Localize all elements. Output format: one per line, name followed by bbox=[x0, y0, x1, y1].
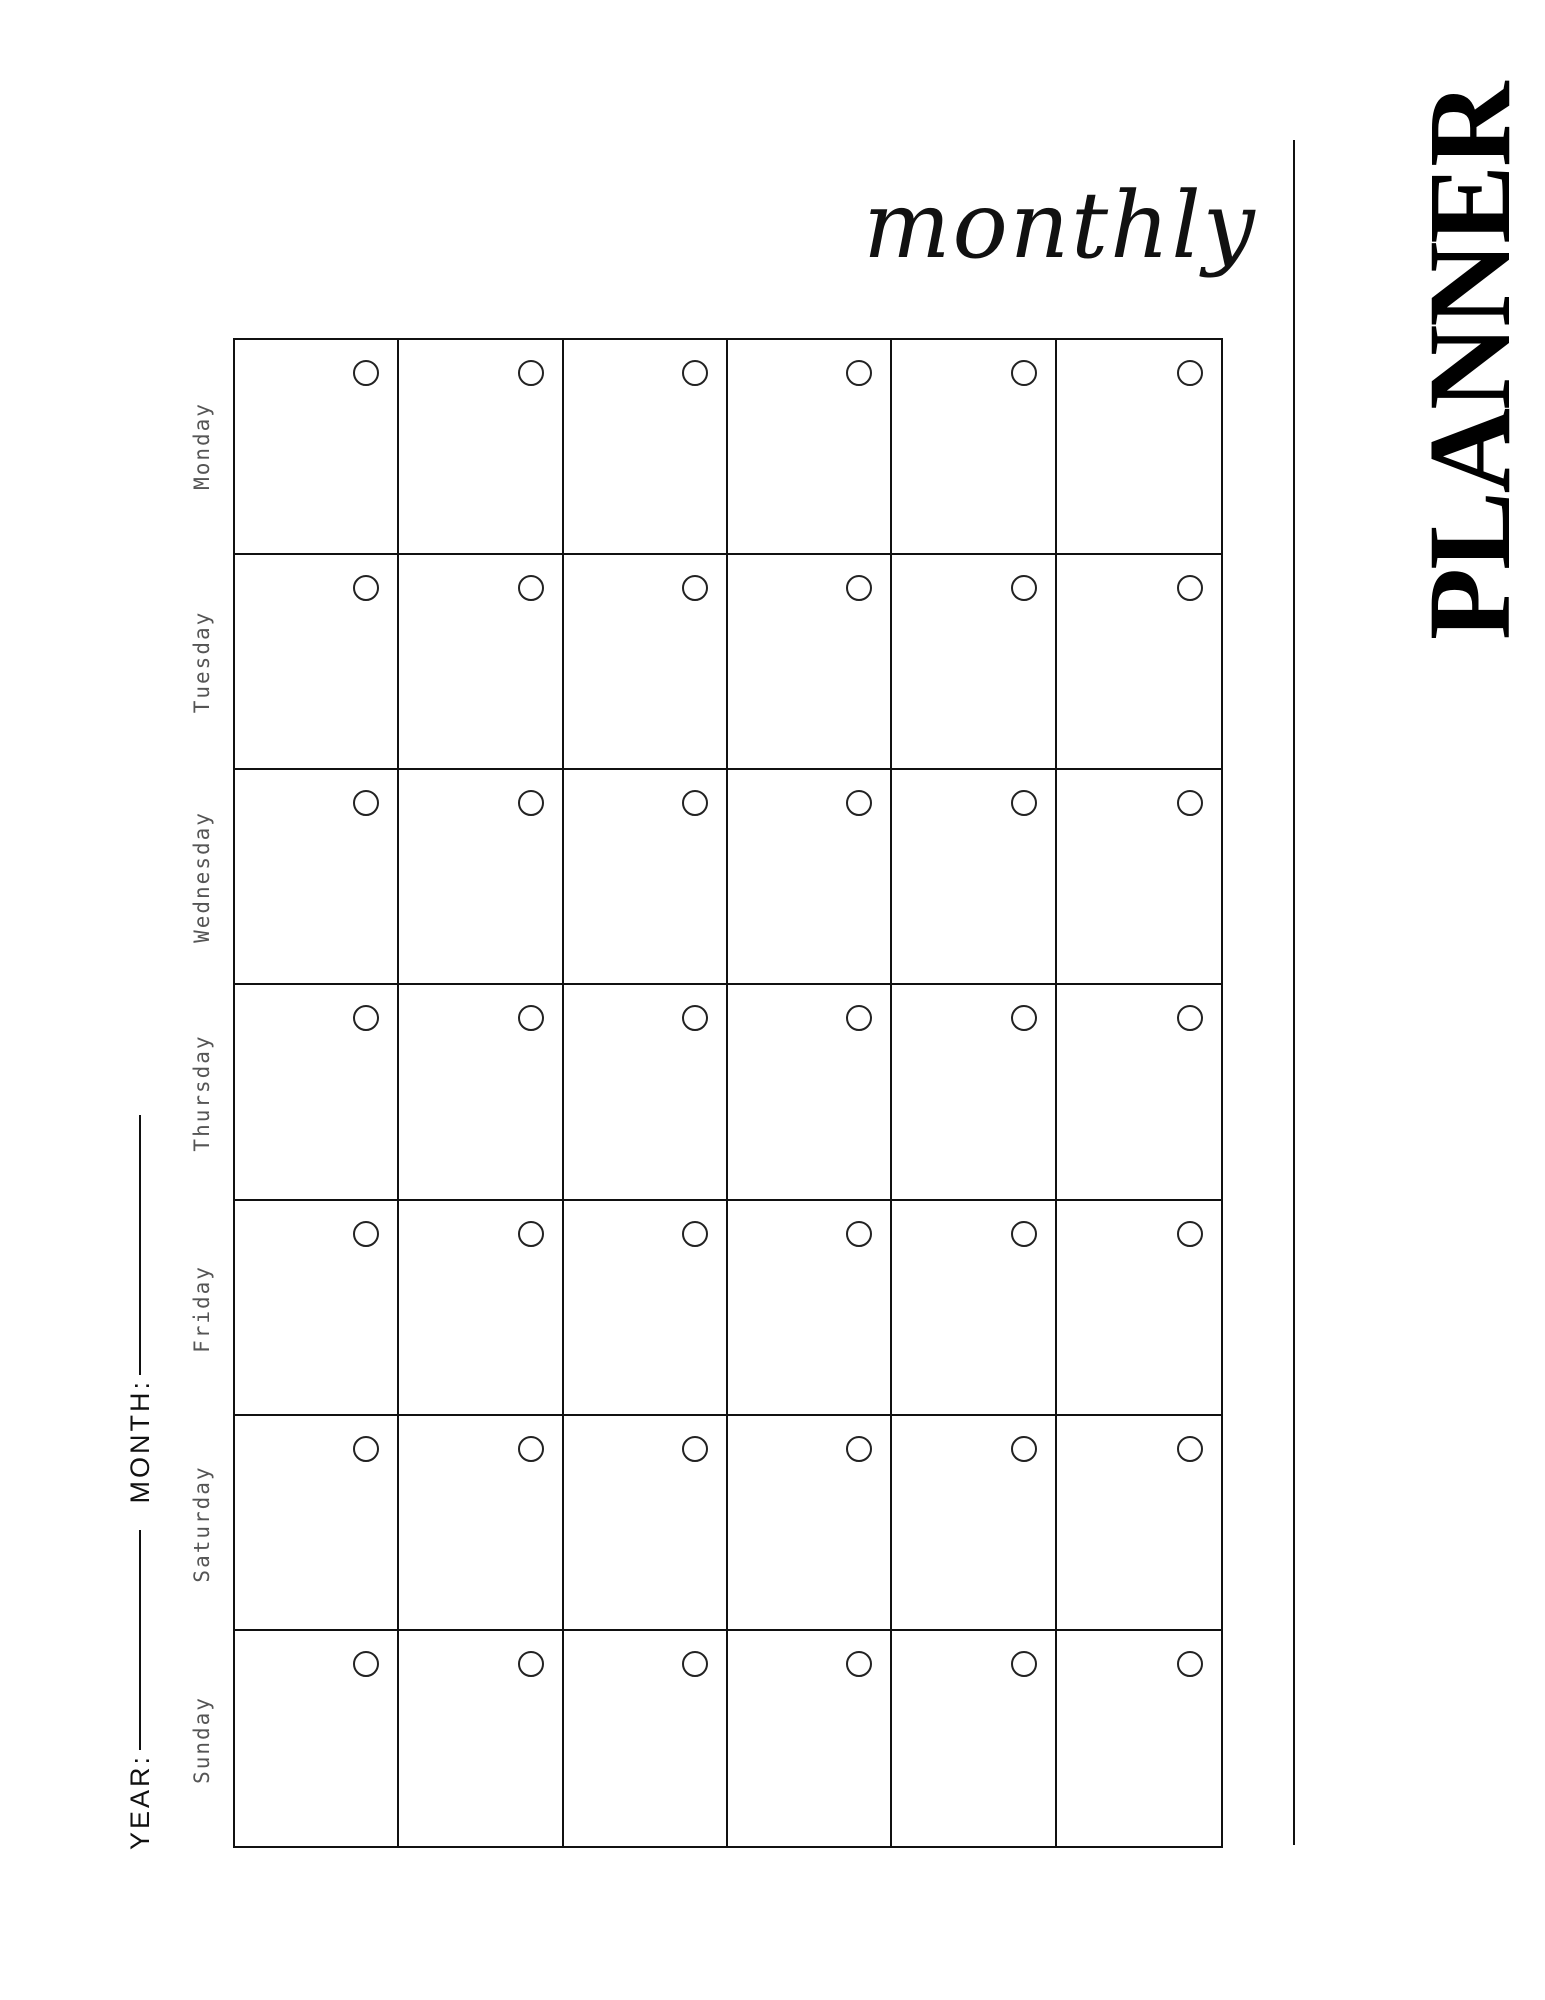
cell-checkbox-circle[interactable] bbox=[846, 790, 872, 816]
cell-checkbox-circle[interactable] bbox=[1011, 360, 1037, 386]
weekday-slot bbox=[182, 985, 222, 1201]
cell-checkbox-circle[interactable] bbox=[1011, 1221, 1037, 1247]
cell-checkbox-circle[interactable] bbox=[682, 360, 708, 386]
calendar-cell[interactable] bbox=[235, 340, 399, 555]
calendar-cell[interactable] bbox=[235, 555, 399, 770]
calendar-cell[interactable] bbox=[235, 985, 399, 1200]
cell-checkbox-circle[interactable] bbox=[846, 1005, 872, 1031]
cell-checkbox-circle[interactable] bbox=[1177, 790, 1203, 816]
month-field[interactable] bbox=[125, 1115, 156, 1503]
cell-checkbox-circle[interactable] bbox=[1177, 1221, 1203, 1247]
weekday-labels bbox=[182, 338, 222, 1848]
calendar-cell[interactable] bbox=[564, 1416, 728, 1631]
calendar-cell[interactable] bbox=[892, 1201, 1056, 1416]
calendar-cell[interactable] bbox=[892, 340, 1056, 555]
cell-checkbox-circle[interactable] bbox=[1011, 1005, 1037, 1031]
cell-checkbox-circle[interactable] bbox=[1177, 1651, 1203, 1677]
cell-checkbox-circle[interactable] bbox=[1177, 1005, 1203, 1031]
cell-checkbox-circle[interactable] bbox=[518, 575, 544, 601]
calendar-cell[interactable] bbox=[235, 1416, 399, 1631]
calendar-cell[interactable] bbox=[564, 770, 728, 985]
calendar-cell[interactable] bbox=[892, 770, 1056, 985]
cell-checkbox-circle[interactable] bbox=[682, 1005, 708, 1031]
calendar-cell[interactable] bbox=[728, 1201, 892, 1416]
calendar-cell[interactable] bbox=[399, 985, 563, 1200]
weekday-slot bbox=[182, 769, 222, 985]
year-label: YEAR: bbox=[124, 1753, 155, 1850]
cell-checkbox-circle[interactable] bbox=[518, 1005, 544, 1031]
weekday-label-sunday: Sunday bbox=[190, 1696, 214, 1785]
calendar-cell[interactable] bbox=[1057, 340, 1221, 555]
calendar-cell[interactable] bbox=[728, 1631, 892, 1846]
year-month-fields bbox=[120, 1020, 160, 1850]
calendar-cell[interactable] bbox=[399, 770, 563, 985]
cell-checkbox-circle[interactable] bbox=[1177, 1436, 1203, 1462]
cell-checkbox-circle[interactable] bbox=[1177, 575, 1203, 601]
weekday-slot bbox=[182, 1201, 222, 1417]
cell-checkbox-circle[interactable] bbox=[518, 1221, 544, 1247]
cell-checkbox-circle[interactable] bbox=[682, 1436, 708, 1462]
weekday-label-wednesday: Wednesday bbox=[190, 811, 214, 944]
calendar-cell[interactable] bbox=[399, 555, 563, 770]
calendar-cell[interactable] bbox=[564, 1631, 728, 1846]
weekday-label-saturday: Saturday bbox=[190, 1465, 214, 1584]
cell-checkbox-circle[interactable] bbox=[846, 1221, 872, 1247]
cell-checkbox-circle[interactable] bbox=[518, 790, 544, 816]
calendar-cell[interactable] bbox=[892, 1631, 1056, 1846]
cell-checkbox-circle[interactable] bbox=[353, 1651, 379, 1677]
calendar-cell[interactable] bbox=[892, 555, 1056, 770]
cell-checkbox-circle[interactable] bbox=[353, 1221, 379, 1247]
planner-title: PLANNER bbox=[1404, 83, 1535, 640]
month-write-line[interactable] bbox=[139, 1115, 141, 1375]
calendar-cell[interactable] bbox=[728, 985, 892, 1200]
calendar-cell[interactable] bbox=[564, 340, 728, 555]
calendar-cell[interactable] bbox=[399, 1631, 563, 1846]
calendar-cell[interactable] bbox=[1057, 985, 1221, 1200]
calendar-cell[interactable] bbox=[399, 340, 563, 555]
cell-checkbox-circle[interactable] bbox=[846, 1436, 872, 1462]
calendar-cell[interactable] bbox=[728, 1416, 892, 1631]
cell-checkbox-circle[interactable] bbox=[846, 575, 872, 601]
calendar-grid bbox=[233, 338, 1223, 1848]
cell-checkbox-circle[interactable] bbox=[353, 360, 379, 386]
weekday-slot bbox=[182, 554, 222, 770]
cell-checkbox-circle[interactable] bbox=[682, 1651, 708, 1677]
calendar-cell[interactable] bbox=[564, 555, 728, 770]
calendar-cell[interactable] bbox=[1057, 1201, 1221, 1416]
cell-checkbox-circle[interactable] bbox=[1177, 360, 1203, 386]
weekday-slot bbox=[182, 1632, 222, 1848]
cell-checkbox-circle[interactable] bbox=[518, 1436, 544, 1462]
vertical-divider bbox=[1293, 140, 1295, 1845]
year-field[interactable] bbox=[125, 1530, 156, 1850]
calendar-cell[interactable] bbox=[1057, 1631, 1221, 1846]
cell-checkbox-circle[interactable] bbox=[682, 1221, 708, 1247]
cell-checkbox-circle[interactable] bbox=[682, 790, 708, 816]
calendar-cell[interactable] bbox=[399, 1201, 563, 1416]
cell-checkbox-circle[interactable] bbox=[1011, 575, 1037, 601]
monthly-script-title: monthly bbox=[863, 171, 1257, 279]
cell-checkbox-circle[interactable] bbox=[518, 1651, 544, 1677]
weekday-slot bbox=[182, 1417, 222, 1633]
cell-checkbox-circle[interactable] bbox=[353, 1436, 379, 1462]
calendar-cell[interactable] bbox=[1057, 555, 1221, 770]
calendar-cell[interactable] bbox=[892, 985, 1056, 1200]
year-write-line[interactable] bbox=[139, 1530, 141, 1750]
cell-checkbox-circle[interactable] bbox=[1011, 1651, 1037, 1677]
cell-checkbox-circle[interactable] bbox=[353, 1005, 379, 1031]
weekday-label-tuesday: Tuesday bbox=[190, 610, 214, 713]
cell-checkbox-circle[interactable] bbox=[846, 360, 872, 386]
calendar-cell[interactable] bbox=[1057, 770, 1221, 985]
calendar-cell[interactable] bbox=[1057, 1416, 1221, 1631]
weekday-label-monday: Monday bbox=[190, 401, 214, 490]
calendar-cell[interactable] bbox=[235, 1631, 399, 1846]
calendar-cell[interactable] bbox=[728, 555, 892, 770]
cell-checkbox-circle[interactable] bbox=[353, 790, 379, 816]
cell-checkbox-circle[interactable] bbox=[846, 1651, 872, 1677]
calendar-cell[interactable] bbox=[564, 985, 728, 1200]
calendar-cell[interactable] bbox=[235, 1201, 399, 1416]
cell-checkbox-circle[interactable] bbox=[1011, 1436, 1037, 1462]
weekday-label-thursday: Thursday bbox=[190, 1034, 214, 1152]
calendar-cell[interactable] bbox=[564, 1201, 728, 1416]
calendar-cell[interactable] bbox=[892, 1416, 1056, 1631]
cell-checkbox-circle[interactable] bbox=[682, 575, 708, 601]
calendar-cell[interactable] bbox=[399, 1416, 563, 1631]
cell-checkbox-circle[interactable] bbox=[518, 360, 544, 386]
cell-checkbox-circle[interactable] bbox=[353, 575, 379, 601]
month-label: MONTH: bbox=[124, 1379, 155, 1504]
cell-checkbox-circle[interactable] bbox=[1011, 790, 1037, 816]
weekday-label-friday: Friday bbox=[190, 1264, 214, 1353]
calendar-cell[interactable] bbox=[728, 770, 892, 985]
weekday-slot bbox=[182, 338, 222, 554]
calendar-cell[interactable] bbox=[235, 770, 399, 985]
calendar-cell[interactable] bbox=[728, 340, 892, 555]
